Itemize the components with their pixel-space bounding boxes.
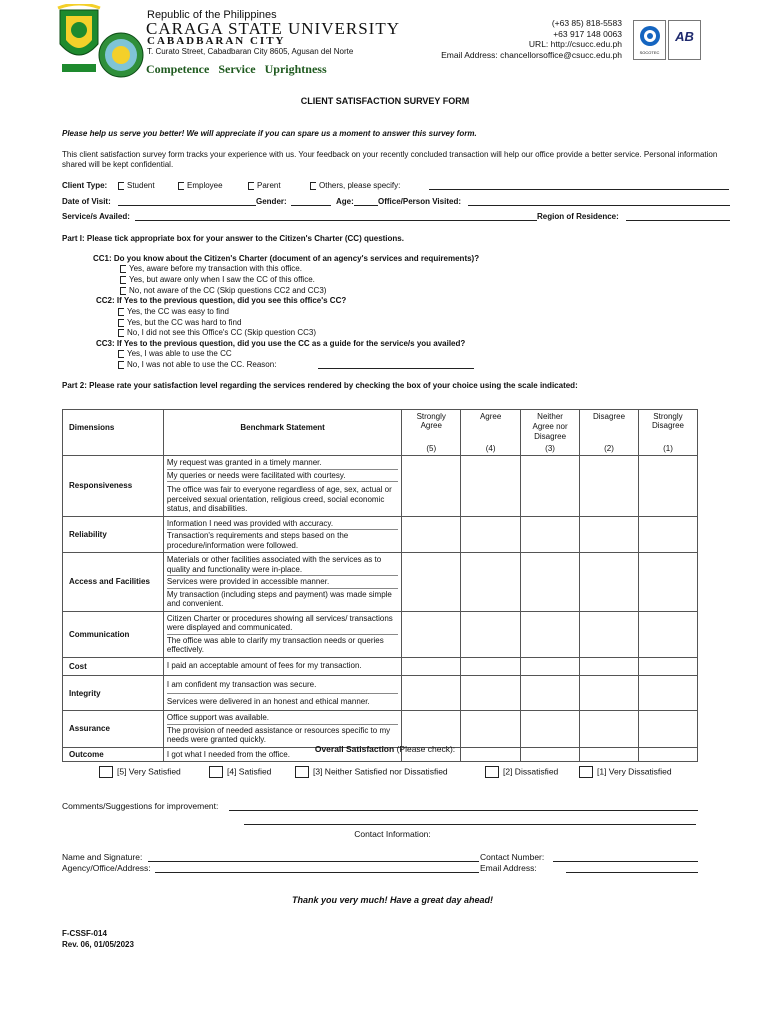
table-row-assurance (63, 711, 698, 748)
statement: My queries or needs were facilitated with courtesy. (167, 470, 398, 483)
cc1-option-1[interactable] (120, 264, 302, 273)
contact-number-field[interactable] (553, 861, 698, 862)
overall-option-5[interactable] (99, 766, 181, 778)
checkbox-icon (99, 766, 113, 778)
scale-header-3 (521, 410, 580, 456)
services-label: Service/s Availed: (62, 212, 130, 221)
client-type-others[interactable] (310, 181, 400, 190)
rating-cell[interactable] (638, 711, 697, 748)
client-type-label: Client Type: (62, 181, 108, 190)
student-label: Student (127, 181, 155, 190)
rating-cell[interactable] (402, 456, 461, 517)
revision-info: Rev. 06, 01/05/2023 (62, 940, 134, 949)
age-field[interactable] (354, 205, 378, 206)
scale-1-num: (1) (663, 444, 673, 453)
table-row-communication (63, 611, 698, 657)
scale-header-4 (461, 410, 521, 456)
cc2-option-1-label: Yes, the CC was easy to find (127, 307, 229, 316)
dimension-integrity: Integrity (63, 676, 164, 711)
scale-2-label: Disagree (593, 412, 626, 421)
statement: Services were provided in accessible manner. (167, 576, 398, 589)
checkbox-icon (120, 276, 126, 284)
statement: The provision of needed assistance or resources specific to my needs were granted quickly. (166, 725, 391, 744)
dimension-outcome: Outcome (63, 747, 164, 762)
rating-cell[interactable] (638, 611, 697, 657)
scale-3-num: (3) (545, 444, 555, 453)
contact-number-label: Contact Number: (480, 852, 545, 862)
dimension-cost: Cost (63, 657, 164, 676)
statement: The office was fair to everyone regardless of age, sex, actual or perceived sexual orientation, religious creed, social economic status, and disabilities. (166, 485, 392, 513)
republic-label: Republic of the Philippines (147, 9, 277, 21)
cc2-option-3[interactable] (118, 328, 316, 337)
overall-option-3[interactable] (295, 766, 448, 778)
email-label: Email Address: (480, 863, 537, 873)
rating-cell[interactable] (461, 676, 521, 711)
cc1-option-3-label: No, not aware of the CC (Skip questions CC2 and CC3) (129, 286, 327, 295)
rating-cell[interactable] (402, 516, 461, 553)
ab-certification-badge (668, 20, 701, 60)
statements-access-facilities (163, 553, 401, 612)
statements-integrity (163, 676, 401, 711)
overall-option-2-label: [2] Dissatisfied (503, 766, 559, 777)
scale-5-num: (5) (426, 444, 437, 453)
rating-cell[interactable] (461, 611, 521, 657)
phone-2: +63 917 148 0063 (553, 28, 622, 39)
statement: Information I need was provided with accuracy. (167, 518, 398, 531)
scale-header-5 (402, 410, 461, 456)
benchmark-header: Benchmark Statement (163, 410, 401, 456)
statement: Transaction's requirements and steps based on the procedure/information were followed. (166, 531, 349, 550)
rating-cell[interactable] (638, 676, 697, 711)
certification-icon (638, 24, 662, 48)
statements-cost (163, 657, 401, 676)
dimensions-header: Dimensions (63, 410, 164, 456)
overall-option-3-label: [3] Neither Satisfied nor Dissatisfied (313, 766, 448, 777)
office-field[interactable] (468, 205, 730, 206)
checkbox-icon (120, 265, 126, 273)
checkbox-icon (118, 308, 124, 316)
overall-option-1-label: [1] Very Dissatisfied (597, 766, 672, 777)
rating-cell[interactable] (580, 676, 639, 711)
overall-option-4[interactable] (209, 766, 271, 778)
rating-cell[interactable] (402, 657, 461, 676)
cc1-option-3[interactable] (120, 286, 326, 295)
dimension-communication: Communication (63, 611, 164, 657)
rating-cell[interactable] (461, 456, 521, 517)
statements-assurance (163, 711, 401, 748)
scale-2-num: (2) (604, 444, 614, 453)
scale-4-num: (4) (485, 444, 496, 453)
checkbox-icon (118, 182, 124, 190)
motto-service: Service (218, 62, 256, 76)
table-row-access-facilities (63, 553, 698, 612)
rating-cell[interactable] (638, 516, 697, 553)
overall-option-5-label: [5] Very Satisfied (117, 766, 181, 777)
others-specify-field[interactable] (429, 189, 729, 190)
scale-header-2 (580, 410, 639, 456)
rating-cell[interactable] (638, 553, 697, 612)
statement: I am confident my transaction was secure. (167, 677, 398, 694)
statements-reliability (163, 516, 401, 553)
rating-cell[interactable] (580, 456, 639, 517)
statement: My request was granted in a timely manner. (167, 457, 398, 470)
checkbox-icon (209, 766, 223, 778)
rating-cell[interactable] (580, 516, 639, 553)
region-label: Region of Residence: (537, 212, 619, 221)
table-row-cost (63, 657, 698, 676)
statements-communication (163, 611, 401, 657)
overall-hint: (Please check): (396, 744, 456, 754)
statement: Office support was available. (167, 712, 398, 725)
rating-cell[interactable] (402, 553, 461, 612)
rating-cell[interactable] (521, 711, 580, 748)
email-field[interactable] (566, 872, 698, 873)
cc2-option-1[interactable] (118, 307, 229, 316)
checkbox-icon (118, 319, 124, 327)
rating-cell[interactable] (461, 711, 521, 748)
statement: Citizen Charter or procedures showing all services/ transactions were displayed and communicated. (167, 613, 398, 635)
table-row-integrity (63, 676, 698, 711)
comments-field-line-1[interactable] (229, 810, 698, 811)
cc3-option-1[interactable] (118, 349, 232, 358)
checkbox-icon (248, 182, 254, 190)
agency-address-field[interactable] (155, 872, 479, 873)
scale-5-label: Strongly Agree (416, 412, 446, 430)
rating-cell[interactable] (521, 657, 580, 676)
overall-title: Overall Satisfaction (314, 744, 395, 754)
checkbox-icon (120, 287, 126, 295)
statement: The office was able to clarify my transaction needs or queries effectively. (166, 635, 384, 654)
statement: Services were delivered in an honest and ethical manner. (166, 696, 370, 706)
cc3-question: CC3: If Yes to the previous question, did you use the CC as a guide for the service/s you availed? (96, 339, 466, 348)
cc2-option-3-label: No, I did not see this Office's CC (Skip question CC3) (127, 328, 317, 337)
statement: I got what I needed from the office. (166, 749, 290, 759)
dimension-reliability: Reliability (63, 516, 164, 553)
date-label: Date of Visit: (62, 197, 111, 206)
motto-competence: Competence (146, 62, 210, 76)
cc2-option-2[interactable] (118, 318, 241, 327)
office-label: Office/Person Visited: (378, 197, 461, 206)
university-name: CARAGA STATE UNIVERSITY (146, 19, 400, 38)
phone-1: (+63 85) 818-5583 (551, 18, 622, 28)
scale-header-1 (638, 410, 697, 456)
rating-cell[interactable] (521, 553, 580, 612)
rating-cell[interactable] (521, 611, 580, 657)
gender-field[interactable] (291, 205, 331, 206)
rating-table (62, 409, 698, 762)
gender-label: Gender: (256, 197, 287, 206)
checkbox-icon (118, 361, 124, 369)
table-row-responsiveness (63, 456, 698, 517)
cc3-option-2[interactable] (118, 360, 276, 369)
part2-title: Part 2: Please rate your satisfaction level regarding the services rendered by checking the box of your choice using the scale indicated: (62, 381, 578, 390)
rating-cell[interactable] (521, 456, 580, 517)
region-field[interactable] (626, 220, 730, 221)
rating-cell[interactable] (402, 711, 461, 748)
statement: I paid an acceptable amount of fees for my transaction. (166, 660, 362, 670)
scale-3-label: Neither Agree nor Disagree (532, 412, 568, 441)
rating-cell[interactable] (580, 611, 639, 657)
checkbox-icon (310, 182, 316, 190)
campus-seal (98, 32, 144, 78)
rating-cell[interactable] (580, 711, 639, 748)
rating-cell[interactable] (521, 516, 580, 553)
cc1-option-2[interactable] (120, 275, 315, 284)
university-address: T. Curato Street, Cabadbaran City 8605, Agusan del Norte (147, 47, 354, 56)
comments-field-line-2[interactable] (244, 824, 696, 825)
rating-cell[interactable] (580, 553, 639, 612)
checkbox-icon (485, 766, 499, 778)
client-type-employee[interactable] (178, 181, 223, 190)
statements-responsiveness (163, 456, 401, 517)
statement: Materials or other facilities associated with the services as to quality and functionality were in-place. (167, 554, 398, 576)
cc3-option-1-label: Yes, I was able to use the CC (127, 349, 232, 358)
socotec-certification-badge (633, 20, 666, 60)
services-field[interactable] (135, 220, 537, 221)
checkbox-icon (579, 766, 593, 778)
comments-label: Comments/Suggestions for improvement: (62, 801, 219, 811)
rating-cell[interactable] (521, 676, 580, 711)
agency-address-label: Agency/Office/Address: (62, 863, 151, 873)
motto (146, 62, 327, 77)
date-field[interactable] (118, 205, 256, 206)
form-title: CLIENT SATISFACTION SURVEY FORM (300, 96, 470, 106)
rating-cell[interactable] (580, 657, 639, 676)
dimension-assurance: Assurance (63, 711, 164, 748)
client-type-parent[interactable] (248, 181, 281, 190)
email-address: Email Address: chancellorsoffice@csucc.edu.ph (441, 49, 622, 60)
contact-info-label: Contact Information: (354, 829, 431, 839)
rating-cell[interactable] (461, 553, 521, 612)
intro-text: Please help us serve you better! We will appreciate if you can spare us a moment to answer this survey form. (62, 129, 477, 138)
contact-block (400, 18, 622, 60)
overall-option-4-label: [4] Satisfied (227, 766, 272, 777)
campus-name: CABADBARAN CITY (147, 35, 286, 47)
form-code: F-CSSF-014 (62, 929, 107, 938)
rating-cell[interactable] (461, 657, 521, 676)
thank-you-message: Thank you very much! Have a great day ahead! (291, 895, 494, 905)
client-type-student[interactable] (118, 181, 155, 190)
cc2-question: CC2: If Yes to the previous question, did you see this office's CC? (96, 296, 347, 305)
motto-uprightness: Uprightness (264, 62, 327, 76)
description-text: This client satisfaction survey form tracks your experience with us. Your feedback on your recently concluded transaction will help our office provide a better service. Personal information shared will be kept confidential. (62, 150, 718, 169)
cc3-reason-field[interactable] (318, 368, 474, 369)
checkbox-icon (178, 182, 184, 190)
parent-label: Parent (257, 181, 281, 190)
overall-option-2[interactable] (485, 766, 558, 778)
rating-cell[interactable] (461, 516, 521, 553)
university-logo (56, 4, 102, 76)
statement: My transaction (including steps and payment) was made simple and convenient. (166, 589, 392, 608)
name-signature-label: Name and Signature: (62, 852, 143, 862)
dimension-access-facilities: Access and Facilities (63, 553, 164, 612)
socotec-label: SOCOTEC (639, 50, 660, 55)
table-header-row (63, 410, 698, 456)
rating-cell[interactable] (638, 657, 697, 676)
rating-cell[interactable] (402, 676, 461, 711)
employee-label: Employee (187, 181, 223, 190)
checkbox-icon (118, 329, 124, 337)
checkbox-icon (295, 766, 309, 778)
cc3-option-2-label: No, I was not able to use the CC. Reason: (127, 360, 277, 369)
others-label: Others, please specify: (319, 181, 401, 190)
checkbox-icon (118, 350, 124, 358)
cc2-option-2-label: Yes, but the CC was hard to find (127, 318, 242, 327)
cc1-question: CC1: Do you know about the Citizen's Charter (document of an agency's services and requirements)? (93, 254, 480, 263)
part1-title: Part I: Please tick appropriate box for your answer to the Citizen's Charter (CC) questions. (62, 234, 404, 243)
cc1-option-1-label: Yes, aware before my transaction with this office. (129, 264, 302, 273)
name-signature-field[interactable] (148, 861, 479, 862)
scale-1-label: Strongly Disagree (651, 412, 684, 430)
dimension-responsiveness: Responsiveness (63, 456, 164, 517)
cc1-option-2-label: Yes, but aware only when I saw the CC of this office. (129, 275, 315, 284)
website-url: URL: http://csucc.edu.ph (528, 39, 622, 49)
overall-satisfaction-heading (0, 744, 770, 754)
overall-option-1[interactable] (579, 766, 672, 778)
rating-cell[interactable] (402, 611, 461, 657)
scale-4-label: Agree (479, 412, 502, 421)
age-label: Age: (336, 197, 354, 206)
rating-cell[interactable] (638, 456, 697, 517)
table-row-reliability (63, 516, 698, 553)
ab-label: AB (675, 29, 694, 44)
